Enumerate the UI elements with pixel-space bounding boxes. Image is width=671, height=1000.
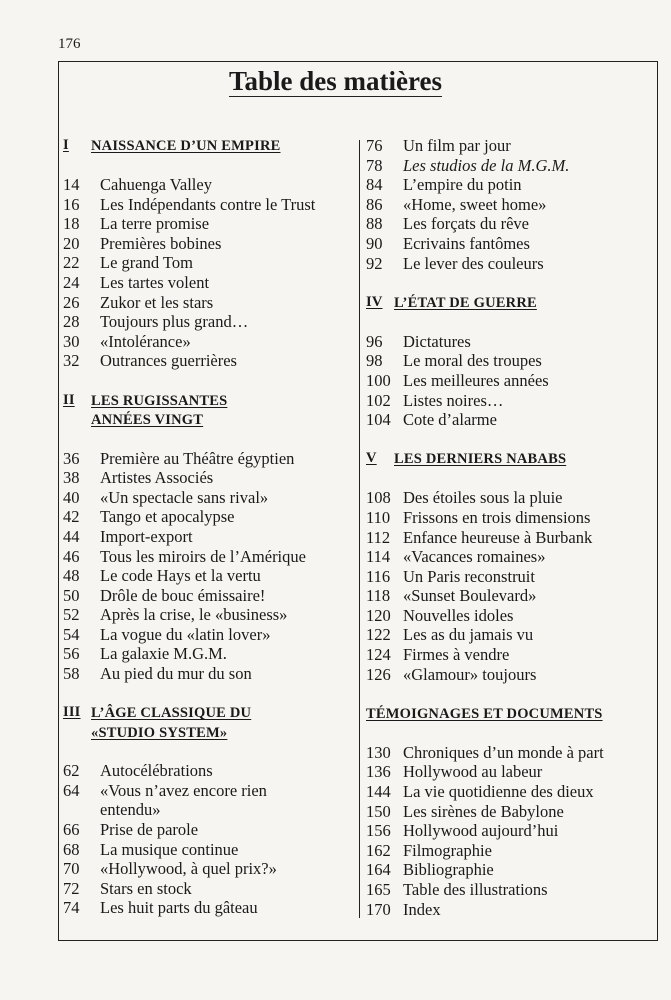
toc-entry: 108 Des étoiles sous la pluie [366, 488, 563, 508]
toc-entry: 116 Un Paris reconstruit [366, 566, 535, 586]
toc-entry: 76 Un film par jour [366, 136, 511, 155]
toc-entry: 170 Index [366, 899, 441, 919]
toc-entry: 164 Bibliographie [366, 860, 494, 880]
toc-entry: 26 Zukor et les stars [63, 292, 214, 312]
toc-entry: 136 Hollywood au labeur [366, 762, 543, 782]
toc-entry: 156 Hollywood aujourd’hui [366, 821, 559, 841]
toc-entry: 126 «Glamour» toujours [366, 664, 537, 684]
toc-entry: 44 Import-export [63, 526, 193, 546]
toc-entry: 48 Le code Hays et la vertu [63, 566, 261, 586]
toc-entry: 56 La galaxie M.G.M. [63, 644, 227, 664]
toc-entry: 42 Tango et apocalypse [63, 507, 235, 527]
toc-entry: 32 Outrances guerrières [63, 351, 237, 371]
toc-entry: 22 Le grand Tom [63, 253, 193, 273]
toc-entry: 144 La vie quotidienne des dieux [366, 782, 594, 802]
toc-entry: 50 Drôle de bouc émissaire! [63, 585, 266, 605]
toc-entry: 16 Les Indépendants contre le Trust [63, 194, 316, 214]
toc-entry: 46 Tous les miroirs de l’Amérique [63, 546, 306, 566]
section-heading: TÉMOIGNAGES ET DOCUMENTS [366, 705, 603, 722]
toc-entry: 122 Les as du jamais vu [366, 625, 534, 645]
toc-entry: 38 Artistes Associés [63, 468, 214, 488]
toc-entry: 98 Le moral des troupes [366, 351, 542, 371]
column-divider [359, 140, 360, 918]
toc-entry: 18 La terre promise [63, 214, 210, 234]
toc-entry: 130 Chroniques d’un monde à part [366, 742, 604, 762]
toc-entry: 110 Frissons en trois dimensions [366, 507, 591, 527]
toc-entry: 120 Nouvelles idoles [366, 605, 514, 625]
toc-entry: 52 Après la crise, le «business» [63, 605, 288, 625]
toc-entry: 64 «Vous n’avez encore rien entendu» [63, 780, 267, 820]
toc-entry: 165 Table des illustrations [366, 880, 548, 899]
page-number: 176 [58, 36, 81, 52]
toc-entry: 24 Les tartes volent [63, 272, 210, 292]
page-title: Table des matières [229, 66, 442, 96]
toc-entry: 104 Cote d’alarme [366, 410, 497, 430]
toc-entry: 68 La musique continue [63, 839, 239, 859]
toc-entry: 74 Les huit parts du gâteau [63, 898, 258, 918]
toc-entry: 100 Les meilleures années [366, 370, 549, 390]
toc-entry: 40 «Un spectacle sans rival» [63, 487, 269, 507]
toc-entry: 124 Firmes à vendre [366, 645, 510, 665]
toc-entry: 20 Premières bobines [63, 233, 222, 253]
toc-entry: 78 Les studios de la M.G.M. [366, 155, 570, 175]
toc-entry: 36 Première au Théâtre égyptien [63, 448, 295, 468]
toc-entry: 92 Le lever des couleurs [366, 253, 544, 273]
section-heading: IV L’ÉTAT DE GUERRE [366, 293, 537, 311]
toc-entry: 66 Prise de parole [63, 820, 199, 840]
toc-entry: 114 «Vacances romaines» [366, 547, 546, 567]
toc-entry: 30 «Intolérance» [63, 331, 191, 351]
toc-entry: 102 Listes noires… [366, 390, 504, 410]
toc-entry: 72 Stars en stock [63, 878, 192, 898]
section-heading: II LES RUGISSANTES ANNÉES VINGT [63, 391, 228, 429]
section-heading: I NAISSANCE D’UN EMPIRE [63, 137, 281, 154]
toc-entry: 62 Autocélébrations [63, 761, 213, 781]
toc-entry: 86 «Home, sweet home» [366, 194, 547, 214]
toc-entry: 70 «Hollywood, à quel prix?» [63, 859, 277, 879]
toc-entry: 96 Dictatures [366, 331, 471, 351]
toc-entry: 54 La vogue du «latin lover» [63, 624, 271, 644]
toc-entry: 112 Enfance heureuse à Burbank [366, 527, 593, 547]
section-heading: III L’ÂGE CLASSIQUE DU «STUDIO SYSTEM» [63, 704, 252, 741]
toc-entry: 162 Filmographie [366, 840, 492, 860]
toc-entry: 84 L’empire du potin [366, 175, 522, 195]
toc-entry: 90 Ecrivains fantômes [366, 233, 530, 253]
toc-entry: 88 Les forçats du rêve [366, 214, 529, 234]
toc-entry: 118 «Sunset Boulevard» [366, 586, 537, 606]
section-heading: V LES DERNIERS NABABS [366, 450, 567, 468]
toc-entry: 58 Au pied du mur du son [63, 664, 252, 684]
toc-entry: 150 Les sirènes de Babylone [366, 801, 564, 821]
toc-right-column [366, 136, 656, 919]
toc-entry: 14 Cahuenga Valley [63, 175, 212, 194]
toc-left-column [63, 136, 355, 918]
toc-entry: 28 Toujours plus grand… [63, 312, 249, 332]
